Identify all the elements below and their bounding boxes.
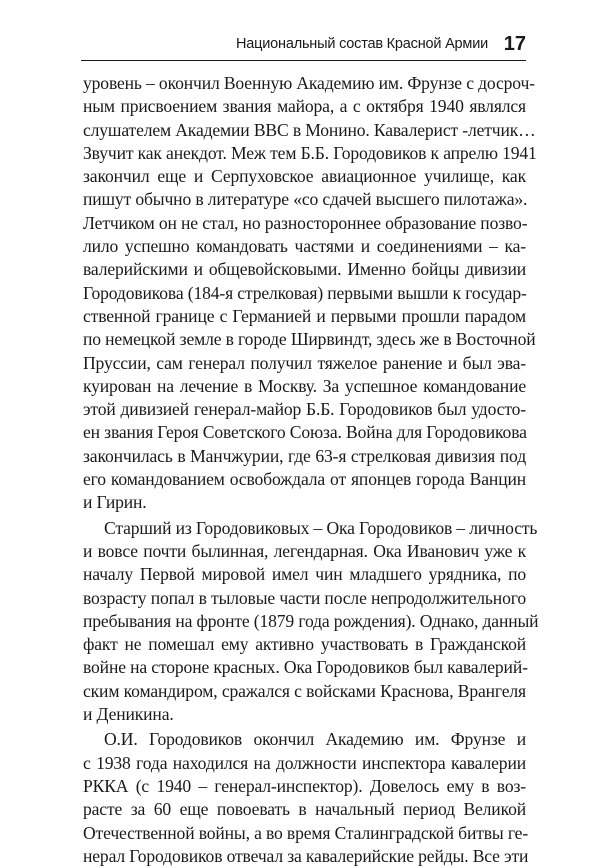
page-number: 17	[503, 33, 526, 55]
text-line: Звучит как анекдот. Меж тем Б.Б. Городовиков к апрелю 1941	[83, 142, 537, 163]
text-line: войне на стороне красных. Ока Городовиков был кавалерий-	[83, 657, 528, 678]
text-line: ственной границе с Германией и первыми прошли парадом	[83, 305, 526, 326]
text-line: пребывания на фронте (1879 года рождения). Однако, данный	[83, 610, 539, 631]
text-line: факт не помешал ему активно участвовать в Гражданской	[83, 634, 526, 655]
text-line: и вовсе почти былинная, легендарная. Ока Иванович уже к	[83, 540, 526, 561]
text-line: расте за 60 еще повоевать в начальный период Великой	[83, 799, 526, 820]
text-line: куирован на лечение в Москву. За успешное командование	[83, 375, 526, 396]
text-line: нерал Городовиков отвечал за кавалерийские рейды. Все эти	[83, 845, 529, 866]
text-line: лило успешно командовать частями и соединениями – ка-	[83, 236, 526, 257]
text-line: началу Первой мировой имел чин младшего урядника, по	[83, 564, 526, 585]
text-line: уровень – окончил Военную Академию им. Фрунзе с досроч-	[83, 73, 535, 93]
text-line: валерийскими и общевойсковыми. Именно бойцы дивизии	[83, 259, 526, 280]
paragraph-3	[83, 728, 529, 868]
text-line: с 1938 года находился на должности инспектора кавалерии	[83, 752, 526, 773]
running-title: Национальный состав Красной Армии	[236, 36, 488, 52]
paragraph-2	[83, 517, 539, 727]
text-line: ен звания Героя Советского Союза. Война для Городовикова	[83, 422, 527, 443]
text-line: РККА (с 1940 – генерал-инспектор). Довелось ему в воз-	[83, 775, 526, 796]
text-line: слушателем Академии ВВС в Монино. Кавалерист -летчик…	[83, 119, 536, 140]
text-line: Отечественной войны, а во время Сталинградской битвы ге-	[83, 822, 529, 843]
text-line: О.И. Городовиков окончил Академию им. Фрунзе и	[104, 729, 526, 750]
text-line: закончил еще и Серпуховское авиационное училище, как	[83, 166, 526, 187]
text-line: и Гирин.	[83, 492, 147, 513]
text-line: Летчиком он не стал, но разностороннее образование позво-	[83, 212, 528, 233]
text-line: закончилась в Манчжурии, где 63-я стрелковая дивизия под	[83, 445, 526, 466]
text-line: возрасту попал в тыловые части после непродолжительного	[83, 587, 526, 608]
text-line: этой дивизией генерал-майор Б.Б. Городовиков был удосто-	[83, 399, 526, 420]
header-rule	[81, 60, 526, 61]
text-line: по немецкой земле в городе Ширвиндт, здесь же в Восточной	[83, 329, 536, 350]
text-line: Старший из Городовиковых – Ока Городовиков – личность	[104, 517, 538, 538]
text-line: ным присвоением звания майора, а с октября 1940 являлся	[83, 96, 526, 117]
text-line: Городовикова (184-я стрелковая) первыми вышли к государ-	[83, 282, 527, 303]
text-line: пишут обычно в литературе «со сдачей высшего пилотажа».	[83, 189, 528, 210]
running-header	[0, 34, 600, 62]
paragraph-1	[83, 72, 537, 515]
text-line: его командованием освобождала от японцев города Ванцин	[83, 469, 526, 490]
text-line: Пруссии, сам генерал получил тяжелое ранение и был эва-	[83, 352, 526, 373]
text-line: и Деникина.	[83, 704, 174, 725]
text-line: ским командиром, сражался с войсками Краснова, Врангеля	[83, 680, 526, 701]
body-text	[83, 72, 539, 868]
